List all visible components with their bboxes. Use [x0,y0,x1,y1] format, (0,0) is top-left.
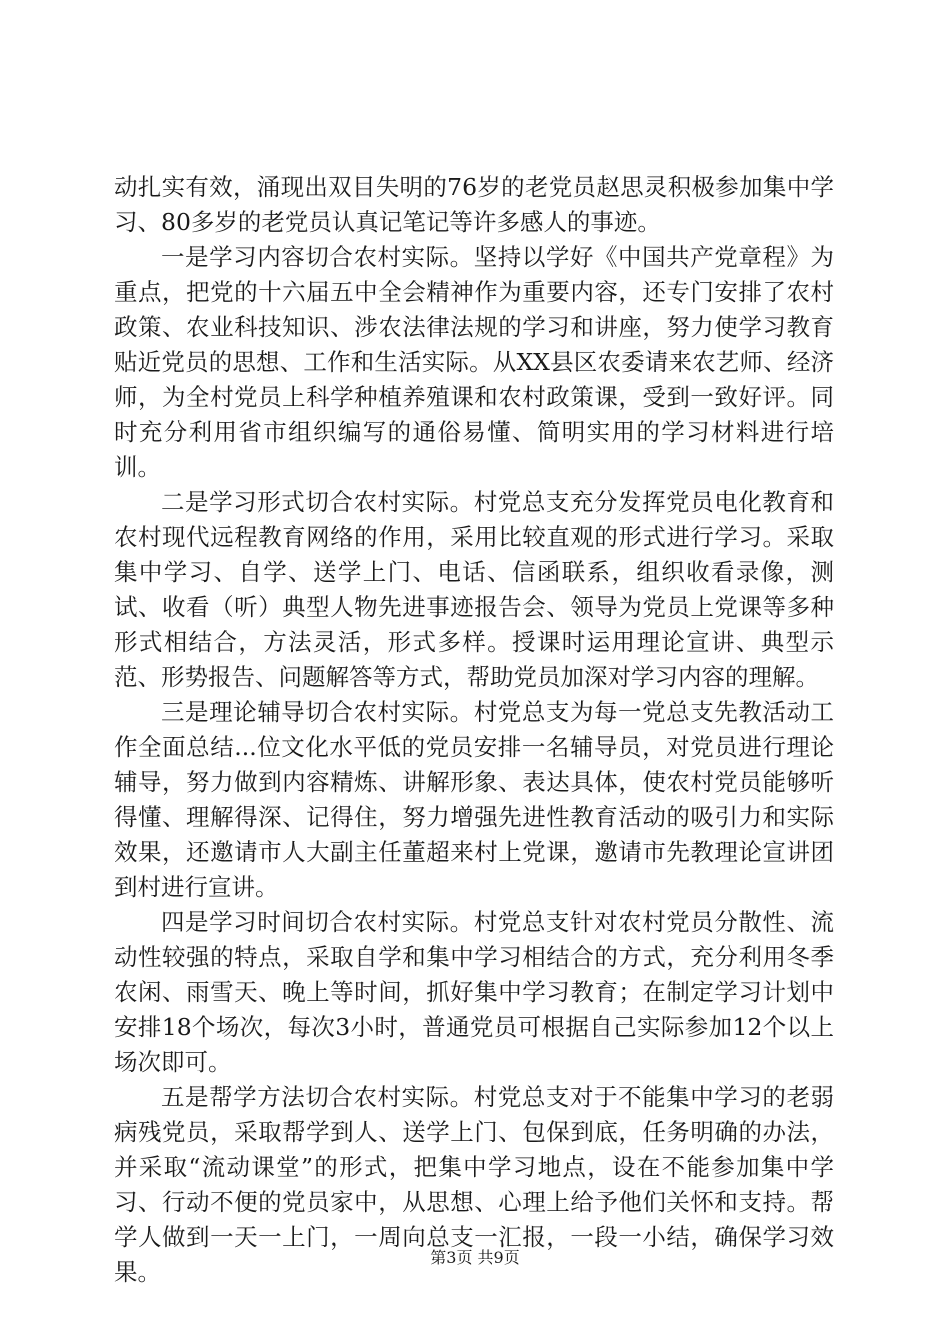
paragraph-study-time: 四是学习时间切合农村实际。村党总支针对农村党员分散性、流动性较强的特点，采取自学和集中学习相结合的方式，充分利用冬季农闲、雨雪天、晚上等时间，抓好集中学习教育；在制定学习计划中安排18个场次，每次3小时，普通党员可根据自己实际参加12个以上场次即可。 [114,908,834,1076]
document-body [114,170,834,1290]
paragraph-help-method: 五是帮学方法切合农村实际。村党总支对于不能集中学习的老弱病残党员，采取帮学到人、送学上门、包保到底，任务明确的办法，并采取“流动课堂”的形式，把集中学习地点，设在不能参加集中学习、行动不便的党员家中，从思想、心理上给予他们关怀和支持。帮学人做到一天一上门，一周向总支一汇报，一段一小结，确保学习效果。 [114,1083,834,1286]
paragraph-theory-guidance: 三是理论辅导切合农村实际。村党总支为每一党总支先教活动工作全面总结...位文化水平低的党员安排一名辅导员，对党员进行理论辅导，努力做到内容精炼、讲解形象、表达具体，使农村党员能够听得懂、理解得深、记得住，努力增强先进性教育活动的吸引力和实际效果，还邀请市人大副主任董超来村上党课，邀请市先教理论宣讲团到村进行宣讲。 [114,698,834,901]
page-number: 第3页 共9页 [430,1248,520,1267]
paragraph-study-form: 二是学习形式切合农村实际。村党总支充分发挥党员电化教育和农村现代远程教育网络的作用，采用比较直观的形式进行学习。采取集中学习、自学、送学上门、电话、信函联系，组织收看录像，测试、收看（听）典型人物先进事迹报告会、领导为党员上党课等多种形式相结合，方法灵活，形式多样。授课时运用理论宣讲、典型示范、形势报告、问题解答等方式，帮助党员加深对学习内容的理解。 [114,488,834,691]
page-footer [0,1245,950,1268]
paragraph-study-content: 一是学习内容切合农村实际。坚持以学好《中国共产党章程》为重点，把党的十六届五中全会精神作为重要内容，还专门安排了农村政策、农业科技知识、涉农法律法规的学习和讲座，努力使学习教育贴近党员的思想、工作和生活实际。从XX县区农委请来农艺师、经济师，为全村党员上科学种植养殖课和农村政策课，受到一致好评。同时充分利用省市组织编写的通俗易懂、简明实用的学习材料进行培训。 [114,243,834,481]
paragraph-continuation: 动扎实有效，涌现出双目失明的76岁的老党员赵思灵积极参加集中学习、80多岁的老党员认真记笔记等许多感人的事迹。 [114,173,834,236]
